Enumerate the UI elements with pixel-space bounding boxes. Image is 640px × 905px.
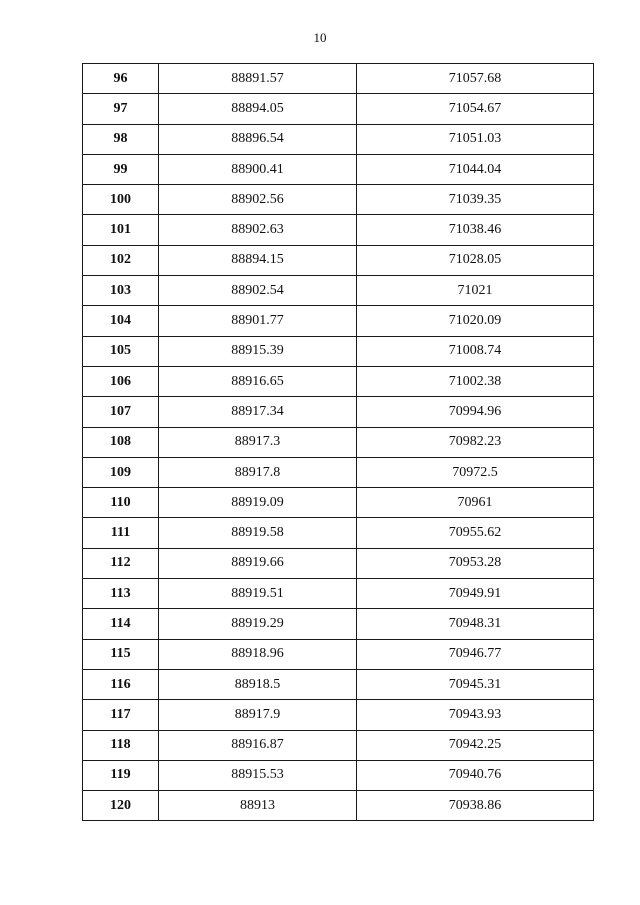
x-coordinate-cell: 88917.9: [159, 700, 357, 730]
x-coordinate-cell: 88919.66: [159, 548, 357, 578]
x-coordinate-cell: 88917.3: [159, 427, 357, 457]
point-number-cell: 107: [83, 397, 159, 427]
point-number-cell: 102: [83, 245, 159, 275]
table-row: [83, 94, 594, 124]
table-row: [83, 336, 594, 366]
point-number-cell: 112: [83, 548, 159, 578]
y-coordinate-cell: 71054.67: [357, 94, 594, 124]
x-coordinate-cell: 88896.54: [159, 124, 357, 154]
y-coordinate-cell: 70994.96: [357, 397, 594, 427]
x-coordinate-cell: 88918.5: [159, 669, 357, 699]
y-coordinate-cell: 70953.28: [357, 548, 594, 578]
y-coordinate-cell: 71020.09: [357, 306, 594, 336]
table-row: [83, 457, 594, 487]
point-number-cell: 116: [83, 669, 159, 699]
x-coordinate-cell: 88894.15: [159, 245, 357, 275]
y-coordinate-cell: 71044.04: [357, 154, 594, 184]
y-coordinate-cell: 70982.23: [357, 427, 594, 457]
y-coordinate-cell: 71051.03: [357, 124, 594, 154]
table-row: [83, 185, 594, 215]
y-coordinate-cell: 70938.86: [357, 791, 594, 821]
table-row: [83, 276, 594, 306]
point-number-cell: 98: [83, 124, 159, 154]
point-number-cell: 117: [83, 700, 159, 730]
x-coordinate-cell: 88915.53: [159, 760, 357, 790]
x-coordinate-cell: 88901.77: [159, 306, 357, 336]
table-row: [83, 124, 594, 154]
y-coordinate-cell: 70942.25: [357, 730, 594, 760]
table-row: [83, 669, 594, 699]
x-coordinate-cell: 88915.39: [159, 336, 357, 366]
point-number-cell: 120: [83, 791, 159, 821]
table-row: [83, 397, 594, 427]
x-coordinate-cell: 88917.34: [159, 397, 357, 427]
point-number-cell: 114: [83, 609, 159, 639]
table-row: [83, 700, 594, 730]
y-coordinate-cell: 71057.68: [357, 64, 594, 94]
table-row: [83, 609, 594, 639]
point-number-cell: 99: [83, 154, 159, 184]
y-coordinate-cell: 70961: [357, 488, 594, 518]
y-coordinate-cell: 70949.91: [357, 579, 594, 609]
table-row: [83, 579, 594, 609]
point-number-cell: 119: [83, 760, 159, 790]
point-number-cell: 113: [83, 579, 159, 609]
point-number-cell: 103: [83, 276, 159, 306]
x-coordinate-cell: 88894.05: [159, 94, 357, 124]
coordinates-table: [82, 63, 594, 821]
table-row: [83, 306, 594, 336]
x-coordinate-cell: 88919.51: [159, 579, 357, 609]
y-coordinate-cell: 71039.35: [357, 185, 594, 215]
y-coordinate-cell: 70948.31: [357, 609, 594, 639]
x-coordinate-cell: 88900.41: [159, 154, 357, 184]
point-number-cell: 118: [83, 730, 159, 760]
table-row: [83, 245, 594, 275]
table-row: [83, 427, 594, 457]
x-coordinate-cell: 88913: [159, 791, 357, 821]
x-coordinate-cell: 88902.54: [159, 276, 357, 306]
table-row: [83, 366, 594, 396]
table-row: [83, 518, 594, 548]
point-number-cell: 97: [83, 94, 159, 124]
table-row: [83, 730, 594, 760]
y-coordinate-cell: 71038.46: [357, 215, 594, 245]
x-coordinate-cell: 88919.09: [159, 488, 357, 518]
point-number-cell: 108: [83, 427, 159, 457]
y-coordinate-cell: 71028.05: [357, 245, 594, 275]
y-coordinate-cell: 71021: [357, 276, 594, 306]
x-coordinate-cell: 88902.56: [159, 185, 357, 215]
y-coordinate-cell: 70943.93: [357, 700, 594, 730]
x-coordinate-cell: 88919.29: [159, 609, 357, 639]
point-number-cell: 111: [83, 518, 159, 548]
x-coordinate-cell: 88891.57: [159, 64, 357, 94]
y-coordinate-cell: 70972.5: [357, 457, 594, 487]
y-coordinate-cell: 71008.74: [357, 336, 594, 366]
table-row: [83, 639, 594, 669]
table-row: [83, 154, 594, 184]
table-row: [83, 548, 594, 578]
y-coordinate-cell: 71002.38: [357, 366, 594, 396]
x-coordinate-cell: 88916.65: [159, 366, 357, 396]
point-number-cell: 105: [83, 336, 159, 366]
x-coordinate-cell: 88919.58: [159, 518, 357, 548]
y-coordinate-cell: 70940.76: [357, 760, 594, 790]
point-number-cell: 115: [83, 639, 159, 669]
table-row: [83, 488, 594, 518]
table-row: [83, 215, 594, 245]
y-coordinate-cell: 70945.31: [357, 669, 594, 699]
point-number-cell: 104: [83, 306, 159, 336]
point-number-cell: 106: [83, 366, 159, 396]
page-number: 10: [313, 30, 327, 45]
x-coordinate-cell: 88902.63: [159, 215, 357, 245]
point-number-cell: 96: [83, 64, 159, 94]
table-row: [83, 791, 594, 821]
x-coordinate-cell: 88917.8: [159, 457, 357, 487]
y-coordinate-cell: 70946.77: [357, 639, 594, 669]
table-row: [83, 64, 594, 94]
point-number-cell: 109: [83, 457, 159, 487]
y-coordinate-cell: 70955.62: [357, 518, 594, 548]
point-number-cell: 101: [83, 215, 159, 245]
x-coordinate-cell: 88916.87: [159, 730, 357, 760]
point-number-cell: 110: [83, 488, 159, 518]
point-number-cell: 100: [83, 185, 159, 215]
coordinates-table-body: [83, 64, 594, 821]
table-row: [83, 760, 594, 790]
x-coordinate-cell: 88918.96: [159, 639, 357, 669]
